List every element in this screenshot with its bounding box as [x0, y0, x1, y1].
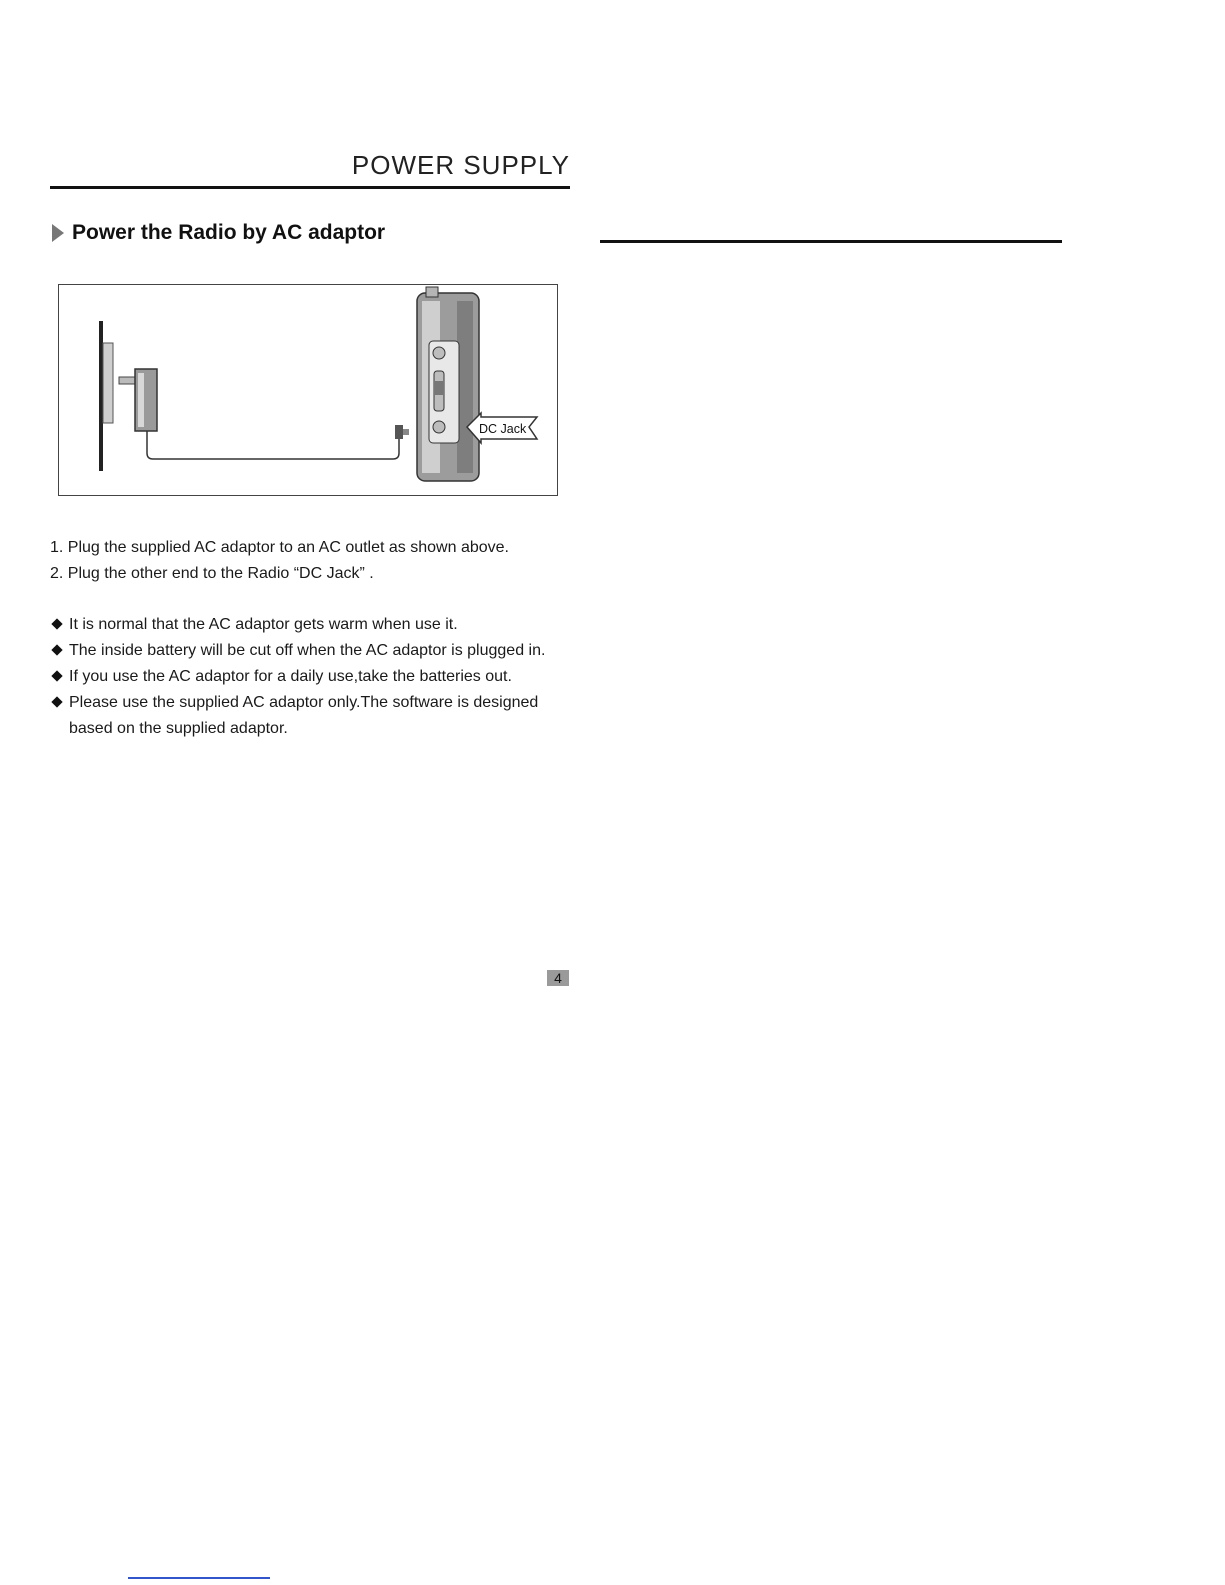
setup-steps	[50, 535, 580, 587]
dc-jack-label: DC Jack	[479, 422, 527, 436]
antenna-base	[426, 287, 438, 297]
adaptor-cable	[147, 431, 399, 459]
adaptor-diagram	[59, 285, 559, 497]
note-item	[50, 690, 580, 742]
note-item	[50, 638, 580, 664]
dc-jack	[433, 421, 445, 433]
diamond-bullet-icon	[51, 644, 62, 655]
outlet-plate	[103, 343, 113, 423]
note-item	[50, 664, 580, 690]
plug-prongs	[119, 377, 135, 384]
note-text: Please use the supplied AC adaptor only.The software is designed based on the supplied adaptor.	[69, 694, 539, 737]
title-divider	[50, 186, 570, 189]
page-title: POWER SUPPLY	[351, 150, 570, 180]
section-heading-text: Power the Radio by AC adaptor	[72, 221, 386, 244]
step-item: 1. Plug the supplied AC adaptor to an AC outlet as shown above.	[50, 539, 509, 556]
wall-outlet	[99, 321, 103, 471]
diamond-bullet-icon	[51, 696, 62, 707]
right-column-divider	[600, 240, 1062, 243]
section-heading	[52, 218, 385, 248]
note-item	[50, 612, 580, 638]
diamond-bullet-icon	[51, 618, 62, 629]
page-number: 4	[547, 970, 569, 986]
headphone-jack	[433, 347, 445, 359]
diamond-bullet-icon	[51, 670, 62, 681]
footer-link-underline[interactable]	[128, 1577, 270, 1579]
connection-illustration	[58, 284, 558, 496]
note-text: It is normal that the AC adaptor gets warm when use it.	[69, 616, 458, 633]
dc-plug	[395, 425, 403, 439]
step-item: 2. Plug the other end to the Radio “DC Jack” .	[50, 565, 374, 582]
note-text: If you use the AC adaptor for a daily use,take the batteries out.	[69, 668, 512, 685]
notes-list	[50, 612, 580, 742]
note-text: The inside battery will be cut off when the AC adaptor is plugged in.	[69, 642, 546, 659]
triangle-bullet-icon	[52, 224, 64, 242]
